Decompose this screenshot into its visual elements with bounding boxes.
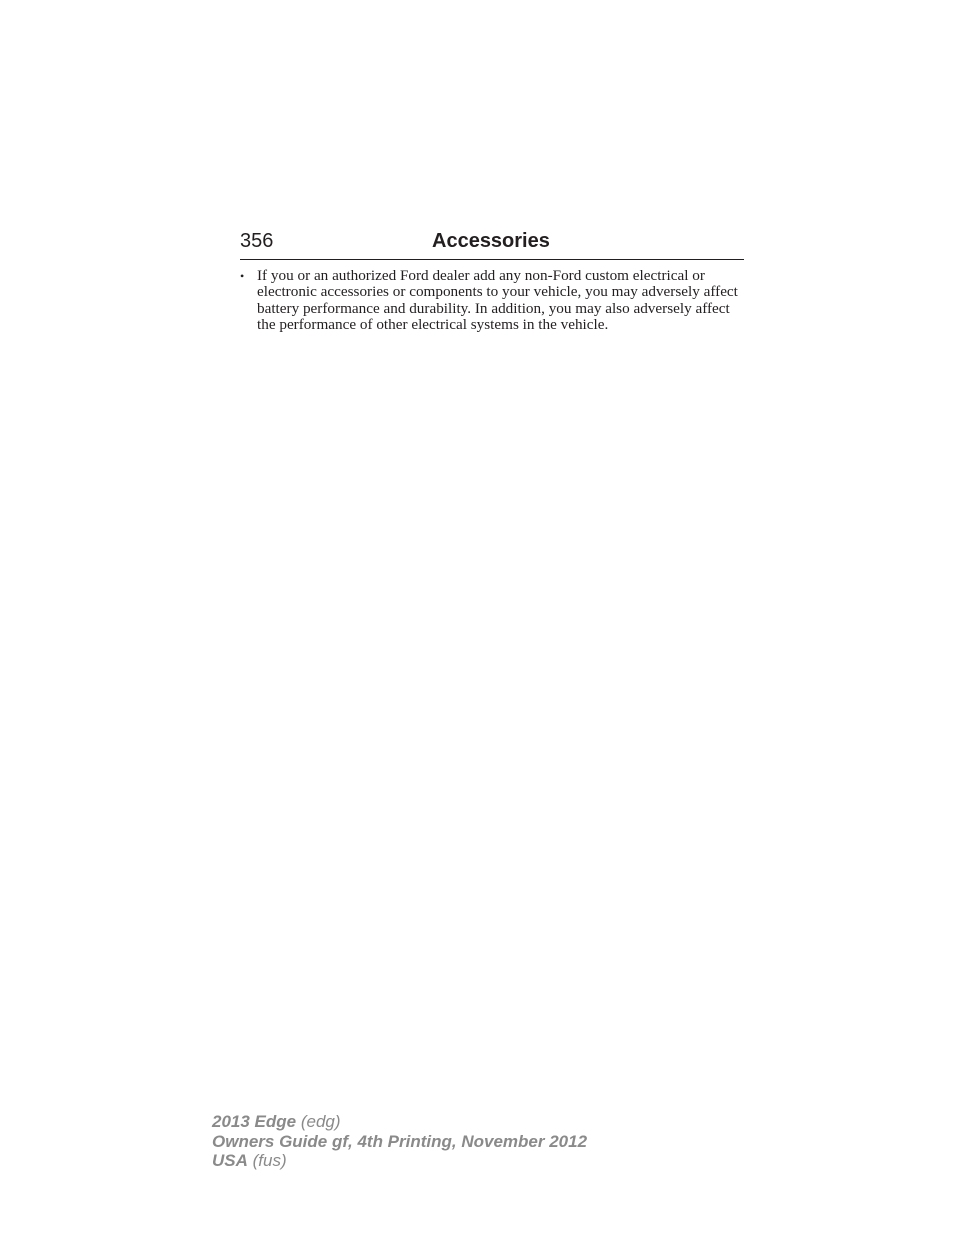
footer-line-guide: Owners Guide gf, 4th Printing, November 2012 bbox=[212, 1131, 588, 1151]
page-number: 356 bbox=[240, 230, 274, 252]
footer-market: USA bbox=[212, 1151, 248, 1170]
footer-market-code: (fus) bbox=[247, 1151, 287, 1170]
print-footer bbox=[212, 1112, 587, 1171]
footer-line-model bbox=[212, 1112, 587, 1132]
list-item bbox=[240, 268, 744, 334]
page-content bbox=[240, 268, 744, 334]
footer-model: 2013 Edge bbox=[212, 1112, 297, 1131]
footer-line-market bbox=[212, 1151, 587, 1171]
bullet-text: If you or an authorized Ford dealer add any non-Ford custom electrical or electronic accessories or components to your vehicle, you may adversely affect battery performance and durability. In addition, you may also adversely affect the performance of other electrical systems in the vehicle. bbox=[257, 267, 738, 334]
page-header bbox=[240, 229, 744, 260]
footer-model-code: (edg) bbox=[296, 1112, 341, 1131]
section-title: Accessories bbox=[432, 230, 550, 252]
bullet-list bbox=[240, 268, 744, 334]
bullet-icon: • bbox=[240, 269, 245, 283]
